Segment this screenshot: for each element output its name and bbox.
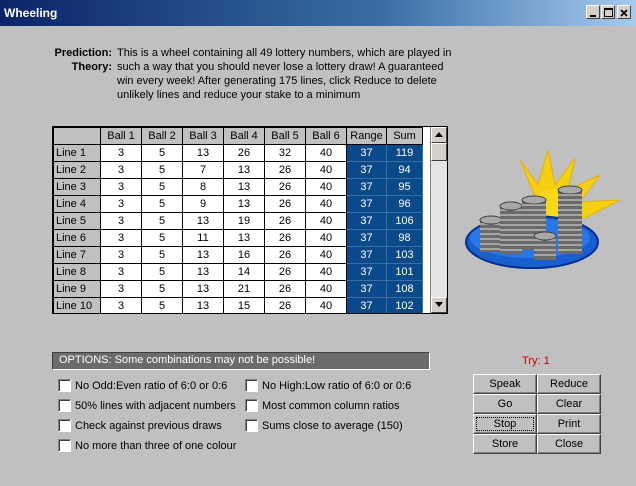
ball-cell[interactable]: 26: [265, 230, 306, 247]
close-window-button[interactable]: [617, 5, 631, 19]
minimize-icon: [589, 8, 597, 17]
ball-cell[interactable]: 5: [142, 162, 183, 179]
reduce-button[interactable]: Reduce: [537, 374, 601, 394]
row-header[interactable]: Line 2: [54, 162, 101, 179]
table-row[interactable]: [54, 196, 423, 213]
ball-cell[interactable]: 40: [306, 230, 347, 247]
ball-cell[interactable]: 13: [183, 247, 224, 264]
ball-cell[interactable]: 40: [306, 162, 347, 179]
sum-cell[interactable]: 98: [387, 230, 423, 247]
ball-cell[interactable]: 3: [101, 145, 142, 162]
row-header[interactable]: Line 10: [54, 298, 101, 315]
coin-stack-2: [500, 202, 522, 254]
ball-cell[interactable]: 16: [224, 247, 265, 264]
checkbox-one-colour[interactable]: [58, 439, 236, 452]
sum-cell[interactable]: 94: [387, 162, 423, 179]
maximize-icon: [604, 8, 613, 17]
window-title: Wheeling: [4, 6, 58, 20]
column-header: Range: [347, 128, 387, 145]
options-header: OPTIONS: Some combinations may not be possible!: [52, 352, 430, 370]
ball-cell[interactable]: 13: [224, 179, 265, 196]
column-header: Ball 6: [306, 128, 347, 145]
range-cell[interactable]: 37: [347, 264, 387, 281]
store-button[interactable]: Store: [473, 434, 537, 454]
header-corner: [54, 128, 101, 145]
ball-cell[interactable]: 40: [306, 247, 347, 264]
row-header[interactable]: Line 1: [54, 145, 101, 162]
ball-cell[interactable]: 19: [224, 213, 265, 230]
close-button[interactable]: Close: [537, 434, 601, 454]
checkbox-box[interactable]: [58, 439, 71, 452]
column-header: Ball 4: [224, 128, 265, 145]
sum-cell[interactable]: 96: [387, 196, 423, 213]
ball-cell[interactable]: 14: [224, 264, 265, 281]
ball-cell[interactable]: 15: [224, 298, 265, 315]
range-cell[interactable]: 37: [347, 247, 387, 264]
table-header-row: [54, 128, 423, 145]
range-cell[interactable]: 37: [347, 196, 387, 213]
clear-button[interactable]: Clear: [537, 394, 601, 414]
ball-cell[interactable]: 13: [224, 196, 265, 213]
checkbox-box[interactable]: [58, 399, 71, 412]
coin-stacks-image: [460, 150, 630, 290]
table-row[interactable]: [54, 179, 423, 196]
ball-cell[interactable]: 11: [183, 230, 224, 247]
ball-cell[interactable]: 5: [142, 213, 183, 230]
scroll-up-button[interactable]: [431, 127, 447, 143]
coin-stack-5: [558, 186, 582, 254]
ball-cell[interactable]: 26: [265, 281, 306, 298]
ball-cell[interactable]: 13: [183, 264, 224, 281]
checkbox-label: No High:Low ratio of 6:0 or 0:6: [262, 379, 412, 392]
coin-stack-4: [534, 232, 556, 260]
ball-cell[interactable]: 3: [101, 179, 142, 196]
speak-button[interactable]: Speak: [473, 374, 537, 394]
range-cell[interactable]: 37: [347, 162, 387, 179]
ball-cell[interactable]: 3: [101, 298, 142, 315]
sum-cell[interactable]: 103: [387, 247, 423, 264]
lines-grid[interactable]: [52, 126, 448, 314]
range-cell[interactable]: 37: [347, 298, 387, 315]
row-header[interactable]: Line 7: [54, 247, 101, 264]
row-header[interactable]: Line 4: [54, 196, 101, 213]
arrow-down-icon: [435, 302, 443, 307]
close-icon: [620, 9, 628, 17]
ball-cell[interactable]: 26: [265, 247, 306, 264]
ball-cell[interactable]: 21: [224, 281, 265, 298]
ball-cell[interactable]: 26: [265, 196, 306, 213]
ball-cell[interactable]: 26: [265, 162, 306, 179]
sum-cell[interactable]: 101: [387, 264, 423, 281]
maximize-button[interactable]: [601, 5, 615, 19]
ball-cell[interactable]: 26: [224, 145, 265, 162]
ball-cell[interactable]: 13: [183, 298, 224, 315]
ball-cell[interactable]: 40: [306, 196, 347, 213]
range-cell[interactable]: 37: [347, 281, 387, 298]
column-header: Ball 2: [142, 128, 183, 145]
title-bar: [0, 0, 636, 26]
ball-cell[interactable]: 7: [183, 162, 224, 179]
go-button[interactable]: Go: [473, 394, 537, 414]
sum-cell[interactable]: 106: [387, 213, 423, 230]
try-counter: Try: 1: [522, 355, 550, 367]
row-header[interactable]: Line 5: [54, 213, 101, 230]
theory-label: Theory:: [71, 61, 112, 73]
sum-cell[interactable]: 119: [387, 145, 423, 162]
stop-button[interactable]: Stop: [473, 414, 537, 434]
checkbox-label: Sums close to average (150): [262, 419, 403, 432]
checkbox-odd-even[interactable]: [58, 379, 227, 392]
table-row[interactable]: [54, 298, 423, 315]
checkbox-previous-draws[interactable]: [58, 419, 222, 432]
ball-cell[interactable]: 40: [306, 179, 347, 196]
lines-table: [53, 127, 423, 314]
ball-cell[interactable]: 40: [306, 213, 347, 230]
ball-cell[interactable]: 5: [142, 247, 183, 264]
ball-cell[interactable]: 13: [183, 281, 224, 298]
print-button[interactable]: Print: [537, 414, 601, 434]
column-header: Ball 5: [265, 128, 306, 145]
prediction-labels: [30, 46, 112, 74]
ball-cell[interactable]: 3: [101, 213, 142, 230]
ball-cell[interactable]: 8: [183, 179, 224, 196]
ball-cell[interactable]: 5: [142, 196, 183, 213]
checkbox-sums-average[interactable]: [245, 419, 403, 432]
arrow-up-icon: [435, 132, 443, 137]
checkbox-box[interactable]: [58, 419, 71, 432]
row-header[interactable]: Line 6: [54, 230, 101, 247]
coin-stack-1: [480, 216, 502, 252]
column-header: Sum: [387, 128, 423, 145]
ball-cell[interactable]: 40: [306, 298, 347, 315]
checkbox-box[interactable]: [245, 379, 258, 392]
ball-cell[interactable]: 40: [306, 281, 347, 298]
ball-cell[interactable]: 13: [183, 213, 224, 230]
ball-cell[interactable]: 5: [142, 298, 183, 315]
table-row[interactable]: [54, 264, 423, 281]
checkbox-adjacent-numbers[interactable]: [58, 399, 236, 412]
sum-cell[interactable]: 102: [387, 298, 423, 315]
checkbox-box[interactable]: [245, 419, 258, 432]
minimize-button[interactable]: [586, 5, 600, 19]
table-row[interactable]: [54, 230, 423, 247]
table-row[interactable]: [54, 145, 423, 162]
checkbox-label: No Odd:Even ratio of 6:0 or 0:6: [75, 379, 228, 392]
ball-cell[interactable]: 3: [101, 281, 142, 298]
ball-cell[interactable]: 3: [101, 247, 142, 264]
range-cell[interactable]: 37: [347, 179, 387, 196]
row-header[interactable]: Line 9: [54, 281, 101, 298]
checkbox-box[interactable]: [245, 399, 258, 412]
checkbox-label: Check against previous draws: [75, 419, 222, 432]
ball-cell[interactable]: 13: [183, 145, 224, 162]
prediction-text: This is a wheel containing all 49 lottery numbers, which are played in such a way that you should never lose a lottery draw! A guaranteed win every week! After generating 175 lines, click Reduce to delete unlikely lines and reduce your stake to a minimum: [117, 47, 452, 101]
ball-cell[interactable]: 5: [142, 145, 183, 162]
checkbox-label: Most common column ratios: [262, 399, 400, 412]
ball-cell[interactable]: 3: [101, 230, 142, 247]
column-header: Ball 3: [183, 128, 224, 145]
ball-cell[interactable]: 3: [101, 196, 142, 213]
prediction-label: Prediction:: [54, 47, 112, 59]
ball-cell[interactable]: 26: [265, 264, 306, 281]
checkbox-label: No more than three of one colour: [75, 439, 237, 452]
ball-cell[interactable]: 40: [306, 264, 347, 281]
ball-cell[interactable]: 26: [265, 179, 306, 196]
ball-cell[interactable]: 32: [265, 145, 306, 162]
vertical-scrollbar[interactable]: [430, 127, 447, 313]
table-row[interactable]: [54, 247, 423, 264]
ball-cell[interactable]: 13: [224, 162, 265, 179]
checkbox-box[interactable]: [58, 379, 71, 392]
ball-cell[interactable]: 13: [224, 230, 265, 247]
button-panel: [473, 374, 601, 456]
ball-cell[interactable]: 5: [142, 264, 183, 281]
table-row[interactable]: [54, 213, 423, 230]
ball-cell[interactable]: 3: [101, 162, 142, 179]
table-row[interactable]: [54, 162, 423, 179]
ball-cell[interactable]: 40: [306, 145, 347, 162]
sum-cell[interactable]: 95: [387, 179, 423, 196]
ball-cell[interactable]: 5: [142, 230, 183, 247]
checkbox-high-low[interactable]: [245, 379, 411, 392]
scroll-down-button[interactable]: [431, 297, 447, 313]
ball-cell[interactable]: 26: [265, 213, 306, 230]
ball-cell[interactable]: 26: [265, 298, 306, 315]
row-header[interactable]: Line 8: [54, 264, 101, 281]
ball-cell[interactable]: 5: [142, 281, 183, 298]
ball-cell[interactable]: 3: [101, 264, 142, 281]
range-cell[interactable]: 37: [347, 230, 387, 247]
column-header: Ball 1: [101, 128, 142, 145]
scroll-thumb[interactable]: [431, 143, 447, 161]
ball-cell[interactable]: 9: [183, 196, 224, 213]
checkbox-column-ratios[interactable]: [245, 399, 400, 412]
table-row[interactable]: [54, 281, 423, 298]
checkbox-label: 50% lines with adjacent numbers: [75, 399, 236, 412]
row-header[interactable]: Line 3: [54, 179, 101, 196]
range-cell[interactable]: 37: [347, 145, 387, 162]
range-cell[interactable]: 37: [347, 213, 387, 230]
sum-cell[interactable]: 108: [387, 281, 423, 298]
ball-cell[interactable]: 5: [142, 179, 183, 196]
